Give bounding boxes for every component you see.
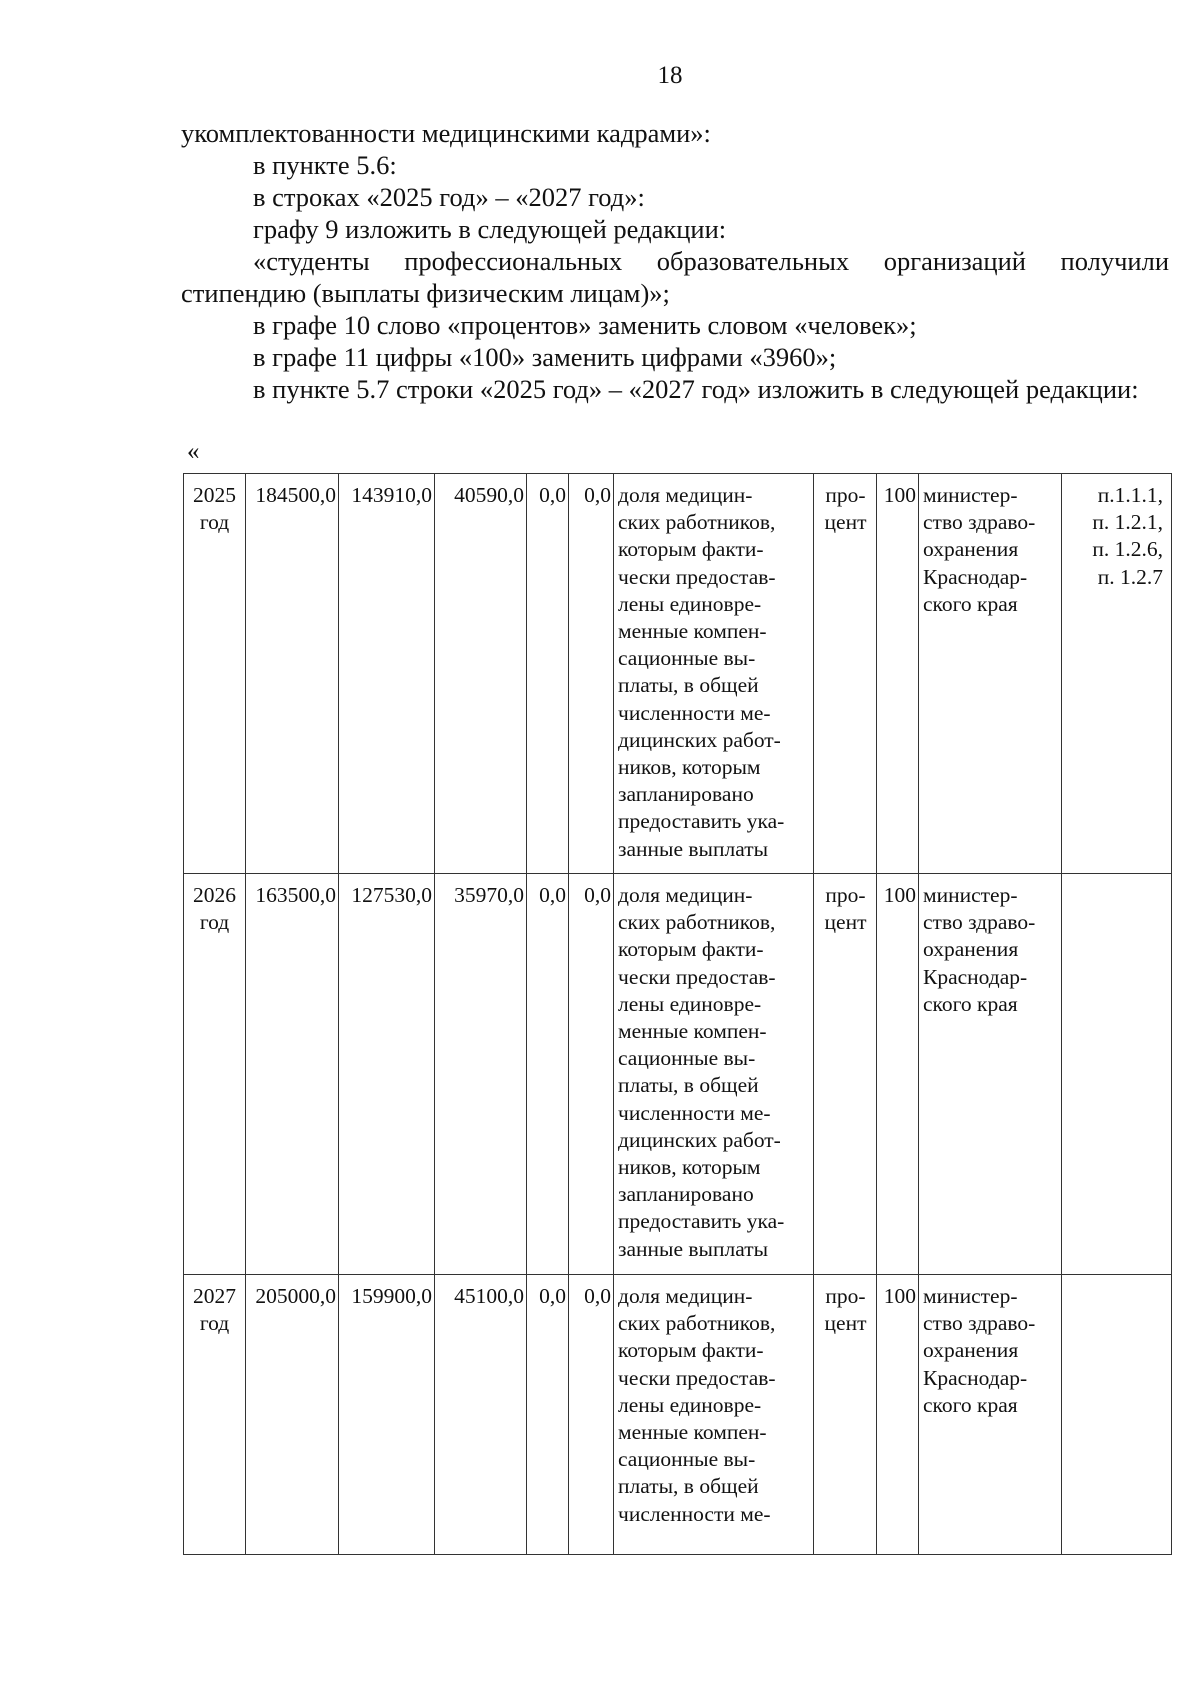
unit-line: цент <box>824 910 867 935</box>
cell-indicator <box>614 874 814 1275</box>
indicator-line: платы, в общей <box>618 1073 759 1098</box>
cell-indicator <box>614 1275 814 1555</box>
indicator-line: менные компен- <box>618 619 767 644</box>
cell-year <box>184 1275 246 1555</box>
indicator-line: ских работников, <box>618 910 776 935</box>
indicator-line: сационные вы- <box>618 1447 756 1472</box>
cell-local-budget: 0,0 <box>527 874 569 1275</box>
indicator-line: платы, в общей <box>618 1474 759 1499</box>
cell-unit <box>814 874 877 1275</box>
indicator-line: сационные вы- <box>618 646 756 671</box>
indicator-line: доля медицин- <box>618 1284 753 1308</box>
indicator-line: предоставить ука- <box>618 1209 785 1234</box>
cell-regional-budget: 127530,0 <box>339 874 435 1275</box>
indicator-line: которым факти- <box>618 537 764 562</box>
indicator-line: ников, которым <box>618 755 761 780</box>
cell-references <box>1062 874 1172 1275</box>
unit-line: цент <box>824 510 867 535</box>
table-row <box>184 1275 1172 1555</box>
indicator-line: численности ме- <box>618 1100 771 1125</box>
executor-line: министер- <box>923 883 1018 907</box>
unit-line: про- <box>825 1284 866 1308</box>
indicator-line: которым факти- <box>618 937 764 962</box>
table-row <box>184 474 1172 874</box>
executor-line: министер- <box>923 1284 1018 1308</box>
paragraph: «студенты профессиональных образовательных организаций получили стипендию (выплаты физическим лицам)»; <box>181 246 1169 308</box>
paragraph: укомплектованности медицинскими кадрами»: <box>181 118 711 148</box>
indicator-line: чески предостав- <box>618 564 776 589</box>
indicator-line: доля медицин- <box>618 883 753 907</box>
cell-references <box>1062 1275 1172 1555</box>
indicator-line: ских работников, <box>618 510 776 535</box>
unit-line: про- <box>825 883 866 907</box>
reference-line: п. 1.2.1, <box>1092 510 1163 535</box>
year-line: год <box>199 1311 230 1336</box>
indicator-line: лены единовре- <box>618 1392 762 1417</box>
paragraph: в пункте 5.6: <box>253 150 397 180</box>
indicator-line: предоставить ука- <box>618 809 785 834</box>
indicator-line: которым факти- <box>618 1338 764 1363</box>
cell-regional-budget: 159900,0 <box>339 1275 435 1555</box>
indicator-line: чески предостав- <box>618 964 776 989</box>
reference-line: п. 1.2.6, <box>1092 537 1163 562</box>
cell-federal-budget: 35970,0 <box>435 874 527 1275</box>
indicator-line: чески предостав- <box>618 1365 776 1390</box>
cell-federal-budget: 40590,0 <box>435 474 527 874</box>
executor-line: Краснодар- <box>923 964 1028 989</box>
cell-extrabudgetary: 0,0 <box>569 874 614 1275</box>
cell-local-budget: 0,0 <box>527 1275 569 1555</box>
indicator-line: занные выплаты <box>618 1236 769 1261</box>
table-body <box>184 474 1172 1555</box>
executor-line: ского края <box>923 591 1018 616</box>
executor-line: ство здраво- <box>923 1311 1036 1336</box>
unit-line: про- <box>825 483 866 507</box>
executor-line: охранения <box>923 537 1019 562</box>
cell-extrabudgetary: 0,0 <box>569 1275 614 1555</box>
paragraph: в строках «2025 год» – «2027 год»: <box>253 182 645 212</box>
indicator-line: дицинских работ- <box>618 1127 781 1152</box>
reference-line: п. 1.2.7 <box>1097 564 1163 589</box>
cell-total: 184500,0 <box>246 474 339 874</box>
year-line: 2025 <box>193 483 236 507</box>
executor-line: Краснодар- <box>923 1365 1028 1390</box>
amendment-table <box>183 473 1172 1555</box>
indicator-line: ских работников, <box>618 1311 776 1336</box>
indicator-line: менные компен- <box>618 1019 767 1044</box>
year-line: год <box>199 910 230 935</box>
cell-references <box>1062 474 1172 874</box>
cell-value: 100 <box>877 474 919 874</box>
indicator-line: лены единовре- <box>618 591 762 616</box>
indicator-line: запланировано <box>618 782 754 807</box>
year-line: 2027 <box>193 1284 236 1308</box>
cell-regional-budget: 143910,0 <box>339 474 435 874</box>
paragraph: графу 9 изложить в следующей редакции: <box>253 214 727 244</box>
indicator-line: численности ме- <box>618 1501 771 1526</box>
year-line: год <box>199 510 230 535</box>
paragraph: в пункте 5.7 строки «2025 год» – «2027 год» изложить в следующей редакции: <box>253 374 1139 404</box>
cell-total: 163500,0 <box>246 874 339 1275</box>
cell-indicator <box>614 474 814 874</box>
indicator-line: сационные вы- <box>618 1046 756 1071</box>
indicator-line: дицинских работ- <box>618 727 781 752</box>
page-number: 18 <box>657 62 683 89</box>
body-text <box>181 117 1169 405</box>
executor-line: охранения <box>923 1338 1019 1363</box>
executor-line: ство здраво- <box>923 910 1036 935</box>
cell-total: 205000,0 <box>246 1275 339 1555</box>
cell-unit <box>814 474 877 874</box>
indicator-line: доля медицин- <box>618 483 753 507</box>
cell-executor <box>919 1275 1062 1555</box>
year-line: 2026 <box>193 883 236 907</box>
cell-value: 100 <box>877 1275 919 1555</box>
cell-federal-budget: 45100,0 <box>435 1275 527 1555</box>
reference-line: п.1.1.1, <box>1097 483 1163 507</box>
executor-line: охранения <box>923 937 1019 962</box>
executor-line: ского края <box>923 1392 1018 1417</box>
cell-unit <box>814 1275 877 1555</box>
cell-value: 100 <box>877 874 919 1275</box>
cell-local-budget: 0,0 <box>527 474 569 874</box>
cell-year <box>184 474 246 874</box>
cell-extrabudgetary: 0,0 <box>569 474 614 874</box>
indicator-line: численности ме- <box>618 700 771 725</box>
cell-executor <box>919 474 1062 874</box>
cell-year <box>184 874 246 1275</box>
executor-line: ство здраво- <box>923 510 1036 535</box>
indicator-line: менные компен- <box>618 1420 767 1445</box>
indicator-line: ников, которым <box>618 1155 761 1180</box>
executor-line: Краснодар- <box>923 564 1028 589</box>
indicator-line: платы, в общей <box>618 673 759 698</box>
paragraph: в графе 11 цифры «100» заменить цифрами «3960»; <box>253 342 837 372</box>
executor-line: ского края <box>923 991 1018 1016</box>
indicator-line: запланировано <box>618 1182 754 1207</box>
opening-quote-mark: « <box>187 438 200 465</box>
indicator-line: лены единовре- <box>618 991 762 1016</box>
indicator-line: занные выплаты <box>618 836 769 861</box>
cell-executor <box>919 874 1062 1275</box>
unit-line: цент <box>824 1311 867 1336</box>
executor-line: министер- <box>923 483 1018 507</box>
table-row <box>184 874 1172 1275</box>
paragraph: в графе 10 слово «процентов» заменить словом «человек»; <box>253 310 917 340</box>
